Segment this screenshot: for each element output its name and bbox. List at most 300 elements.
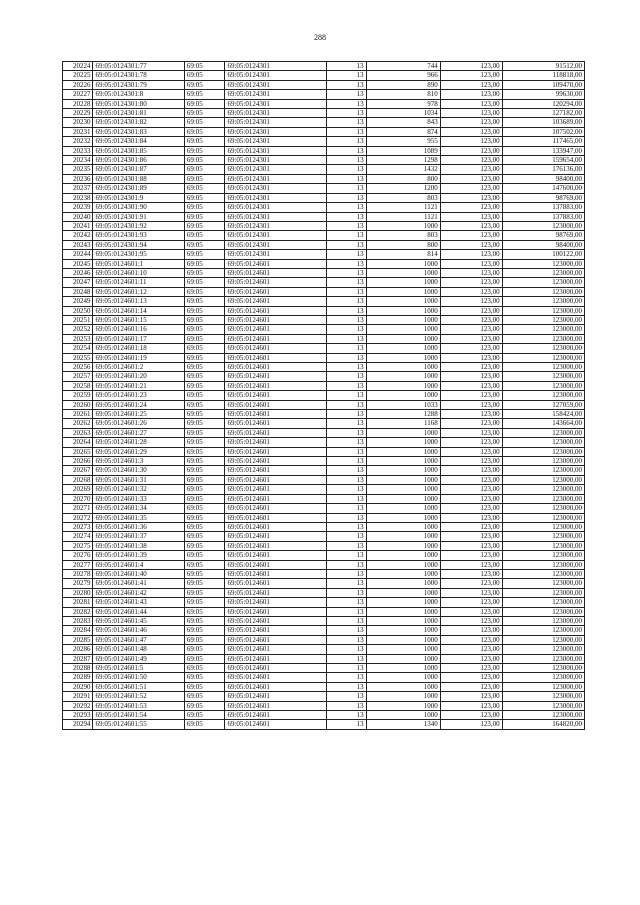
- area-cell: 810: [366, 90, 440, 99]
- cadastral-value-cell: 123000,00: [502, 428, 584, 437]
- cadastral-number-cell: 69:05:0124601:33: [93, 494, 184, 503]
- region-code-cell: 69:05: [184, 438, 225, 447]
- category-code-cell: 13: [327, 541, 367, 550]
- cadastral-number-cell: 69:05:0124301:94: [93, 240, 184, 249]
- row-number-cell: 20269: [63, 485, 93, 494]
- cadastral-block-cell: 69:05:0124601: [225, 325, 327, 334]
- cadastral-value-cell: 159654,00: [502, 156, 584, 165]
- rate-cell: 123,00: [440, 504, 502, 513]
- area-cell: 1033: [366, 400, 440, 409]
- row-number-cell: 20244: [63, 250, 93, 259]
- area-cell: 744: [366, 62, 440, 71]
- cadastral-number-cell: 69:05:0124601:29: [93, 447, 184, 456]
- cadastral-value-cell: 123000,00: [502, 466, 584, 475]
- category-code-cell: 13: [327, 231, 367, 240]
- row-number-cell: 20293: [63, 711, 93, 720]
- cadastral-number-cell: 69:05:0124301:87: [93, 165, 184, 174]
- cadastral-number-cell: 69:05:0124601:42: [93, 588, 184, 597]
- table-row: [63, 664, 585, 673]
- category-code-cell: 13: [327, 297, 367, 306]
- row-number-cell: 20281: [63, 598, 93, 607]
- area-cell: 966: [366, 71, 440, 80]
- row-number-cell: 20275: [63, 541, 93, 550]
- cadastral-block-cell: 69:05:0124601: [225, 588, 327, 597]
- region-code-cell: 69:05: [184, 494, 225, 503]
- row-number-cell: 20251: [63, 315, 93, 324]
- table-row: [63, 344, 585, 353]
- region-code-cell: 69:05: [184, 325, 225, 334]
- area-cell: 1000: [366, 504, 440, 513]
- cadastral-number-cell: 69:05:0124601:3: [93, 457, 184, 466]
- cadastral-block-cell: 69:05:0124601: [225, 438, 327, 447]
- rate-cell: 123,00: [440, 541, 502, 550]
- row-number-cell: 20263: [63, 428, 93, 437]
- area-cell: 1000: [366, 682, 440, 691]
- cadastral-value-cell: 123000,00: [502, 598, 584, 607]
- table-row: [63, 541, 585, 550]
- table-row: [63, 475, 585, 484]
- area-cell: 1000: [366, 306, 440, 315]
- cadastral-block-cell: 69:05:0124601: [225, 673, 327, 682]
- table-row: [63, 297, 585, 306]
- table-row: [63, 221, 585, 230]
- rate-cell: 123,00: [440, 428, 502, 437]
- cadastral-number-cell: 69:05:0124601:5: [93, 664, 184, 673]
- table-row: [63, 494, 585, 503]
- category-code-cell: 13: [327, 494, 367, 503]
- row-number-cell: 20287: [63, 654, 93, 663]
- table-row: [63, 231, 585, 240]
- cadastral-value-cell: 123000,00: [502, 673, 584, 682]
- row-number-cell: 20234: [63, 156, 93, 165]
- cadastral-value-cell: 164820,00: [502, 720, 584, 729]
- category-code-cell: 13: [327, 344, 367, 353]
- region-code-cell: 69:05: [184, 137, 225, 146]
- cadastral-block-cell: 69:05:0124601: [225, 664, 327, 673]
- region-code-cell: 69:05: [184, 221, 225, 230]
- table-row: [63, 532, 585, 541]
- area-cell: 1000: [366, 485, 440, 494]
- category-code-cell: 13: [327, 438, 367, 447]
- cadastral-block-cell: 69:05:0124601: [225, 522, 327, 531]
- rate-cell: 123,00: [440, 99, 502, 108]
- category-code-cell: 13: [327, 146, 367, 155]
- cadastral-value-cell: 123000,00: [502, 654, 584, 663]
- cadastral-block-cell: 69:05:0124301: [225, 156, 327, 165]
- cadastral-number-cell: 69:05:0124601:26: [93, 419, 184, 428]
- category-code-cell: 13: [327, 485, 367, 494]
- area-cell: 1000: [366, 607, 440, 616]
- region-code-cell: 69:05: [184, 156, 225, 165]
- table-row: [63, 90, 585, 99]
- area-cell: 874: [366, 127, 440, 136]
- region-code-cell: 69:05: [184, 297, 225, 306]
- category-code-cell: 13: [327, 62, 367, 71]
- cadastral-value-cell: 123000,00: [502, 221, 584, 230]
- row-number-cell: 20262: [63, 419, 93, 428]
- cadastral-block-cell: 69:05:0124601: [225, 334, 327, 343]
- row-number-cell: 20228: [63, 99, 93, 108]
- region-code-cell: 69:05: [184, 551, 225, 560]
- cadastral-number-cell: 69:05:0124301:8: [93, 90, 184, 99]
- cadastral-block-cell: 69:05:0124601: [225, 579, 327, 588]
- row-number-cell: 20294: [63, 720, 93, 729]
- row-number-cell: 20286: [63, 645, 93, 654]
- region-code-cell: 69:05: [184, 212, 225, 221]
- table-row: [63, 720, 585, 729]
- cadastral-value-cell: 123000,00: [502, 701, 584, 710]
- table-row: [63, 654, 585, 663]
- category-code-cell: 13: [327, 560, 367, 569]
- region-code-cell: 69:05: [184, 372, 225, 381]
- category-code-cell: 13: [327, 203, 367, 212]
- region-code-cell: 69:05: [184, 381, 225, 390]
- area-cell: 1000: [366, 541, 440, 550]
- table-row: [63, 673, 585, 682]
- region-code-cell: 69:05: [184, 184, 225, 193]
- table-row: [63, 504, 585, 513]
- category-code-cell: 13: [327, 616, 367, 625]
- cadastral-block-cell: 69:05:0124301: [225, 127, 327, 136]
- table-row: [63, 118, 585, 127]
- rate-cell: 123,00: [440, 231, 502, 240]
- rate-cell: 123,00: [440, 607, 502, 616]
- region-code-cell: 69:05: [184, 118, 225, 127]
- cadastral-value-cell: 120294,00: [502, 99, 584, 108]
- cadastral-block-cell: 69:05:0124601: [225, 447, 327, 456]
- rate-cell: 123,00: [440, 682, 502, 691]
- category-code-cell: 13: [327, 504, 367, 513]
- cadastral-number-cell: 69:05:0124301:80: [93, 99, 184, 108]
- cadastral-value-cell: 123000,00: [502, 353, 584, 362]
- cadastral-block-cell: 69:05:0124601: [225, 635, 327, 644]
- table-row: [63, 682, 585, 691]
- region-code-cell: 69:05: [184, 645, 225, 654]
- area-cell: 1000: [366, 513, 440, 522]
- cadastral-number-cell: 69:05:0124601:47: [93, 635, 184, 644]
- rate-cell: 123,00: [440, 513, 502, 522]
- table-row: [63, 692, 585, 701]
- rate-cell: 123,00: [440, 532, 502, 541]
- cadastral-block-cell: 69:05:0124301: [225, 80, 327, 89]
- cadastral-block-cell: 69:05:0124601: [225, 701, 327, 710]
- cadastral-block-cell: 69:05:0124301: [225, 62, 327, 71]
- table-row: [63, 109, 585, 118]
- table-row: [63, 438, 585, 447]
- row-number-cell: 20236: [63, 174, 93, 183]
- cadastral-value-cell: 123000,00: [502, 475, 584, 484]
- region-code-cell: 69:05: [184, 109, 225, 118]
- area-cell: 955: [366, 137, 440, 146]
- rate-cell: 123,00: [440, 551, 502, 560]
- region-code-cell: 69:05: [184, 353, 225, 362]
- region-code-cell: 69:05: [184, 513, 225, 522]
- rate-cell: 123,00: [440, 664, 502, 673]
- row-number-cell: 20225: [63, 71, 93, 80]
- cadastral-value-cell: 123000,00: [502, 569, 584, 578]
- area-cell: 1121: [366, 203, 440, 212]
- row-number-cell: 20245: [63, 259, 93, 268]
- cadastral-value-cell: 143664,00: [502, 419, 584, 428]
- region-code-cell: 69:05: [184, 90, 225, 99]
- table-row: [63, 259, 585, 268]
- cadastral-number-cell: 69:05:0124301:93: [93, 231, 184, 240]
- cadastral-value-cell: 123000,00: [502, 391, 584, 400]
- cadastral-block-cell: 69:05:0124601: [225, 457, 327, 466]
- category-code-cell: 13: [327, 90, 367, 99]
- cadastral-number-cell: 69:05:0124601:30: [93, 466, 184, 475]
- row-number-cell: 20273: [63, 522, 93, 531]
- row-number-cell: 20260: [63, 400, 93, 409]
- rate-cell: 123,00: [440, 579, 502, 588]
- cadastral-value-cell: 123000,00: [502, 485, 584, 494]
- cadastral-number-cell: 69:05:0124601:36: [93, 522, 184, 531]
- cadastral-value-cell: 123000,00: [502, 541, 584, 550]
- region-code-cell: 69:05: [184, 315, 225, 324]
- table-row: [63, 156, 585, 165]
- rate-cell: 123,00: [440, 62, 502, 71]
- cadastral-block-cell: 69:05:0124601: [225, 616, 327, 625]
- rate-cell: 123,00: [440, 118, 502, 127]
- table-row: [63, 240, 585, 249]
- cadastral-value-cell: 123000,00: [502, 522, 584, 531]
- cadastral-block-cell: 69:05:0124601: [225, 682, 327, 691]
- rate-cell: 123,00: [440, 494, 502, 503]
- cadastral-number-cell: 69:05:0124301:90: [93, 203, 184, 212]
- category-code-cell: 13: [327, 118, 367, 127]
- category-code-cell: 13: [327, 259, 367, 268]
- cadastral-value-cell: 123000,00: [502, 494, 584, 503]
- cadastral-number-cell: 69:05:0124601:12: [93, 287, 184, 296]
- area-cell: 1000: [366, 579, 440, 588]
- rate-cell: 123,00: [440, 400, 502, 409]
- region-code-cell: 69:05: [184, 174, 225, 183]
- category-code-cell: 13: [327, 626, 367, 635]
- row-number-cell: 20280: [63, 588, 93, 597]
- rate-cell: 123,00: [440, 90, 502, 99]
- table-row: [63, 569, 585, 578]
- cadastral-number-cell: 69:05:0124601:21: [93, 381, 184, 390]
- category-code-cell: 13: [327, 306, 367, 315]
- cadastral-block-cell: 69:05:0124301: [225, 174, 327, 183]
- area-cell: 843: [366, 118, 440, 127]
- table-row: [63, 250, 585, 259]
- cadastral-number-cell: 69:05:0124601:24: [93, 400, 184, 409]
- cadastral-number-cell: 69:05:0124601:23: [93, 391, 184, 400]
- cadastral-value-cell: 123000,00: [502, 560, 584, 569]
- cadastral-number-cell: 69:05:0124601:13: [93, 297, 184, 306]
- cadastral-block-cell: 69:05:0124601: [225, 259, 327, 268]
- rate-cell: 123,00: [440, 381, 502, 390]
- cadastral-number-cell: 69:05:0124601:45: [93, 616, 184, 625]
- area-cell: 1000: [366, 457, 440, 466]
- region-code-cell: 69:05: [184, 569, 225, 578]
- region-code-cell: 69:05: [184, 682, 225, 691]
- rate-cell: 123,00: [440, 598, 502, 607]
- cadastral-value-cell: 107502,00: [502, 127, 584, 136]
- cadastral-block-cell: 69:05:0124601: [225, 344, 327, 353]
- area-cell: 1000: [366, 598, 440, 607]
- area-cell: 1000: [366, 268, 440, 277]
- cadastral-value-cell: 123000,00: [502, 334, 584, 343]
- region-code-cell: 69:05: [184, 466, 225, 475]
- table-row: [63, 381, 585, 390]
- cadastral-block-cell: 69:05:0124601: [225, 645, 327, 654]
- table-row: [63, 193, 585, 202]
- row-number-cell: 20292: [63, 701, 93, 710]
- area-cell: 978: [366, 99, 440, 108]
- area-cell: 1000: [366, 654, 440, 663]
- row-number-cell: 20270: [63, 494, 93, 503]
- rate-cell: 123,00: [440, 588, 502, 597]
- area-cell: 803: [366, 193, 440, 202]
- table-row: [63, 701, 585, 710]
- region-code-cell: 69:05: [184, 306, 225, 315]
- row-number-cell: 20227: [63, 90, 93, 99]
- row-number-cell: 20268: [63, 475, 93, 484]
- row-number-cell: 20243: [63, 240, 93, 249]
- rate-cell: 123,00: [440, 522, 502, 531]
- cadastral-value-cell: 123000,00: [502, 626, 584, 635]
- rate-cell: 123,00: [440, 475, 502, 484]
- area-cell: 1000: [366, 297, 440, 306]
- table-row: [63, 588, 585, 597]
- cadastral-value-cell: 123000,00: [502, 635, 584, 644]
- table-row: [63, 62, 585, 71]
- cadastral-block-cell: 69:05:0124301: [225, 193, 327, 202]
- cadastral-block-cell: 69:05:0124301: [225, 240, 327, 249]
- cadastral-block-cell: 69:05:0124601: [225, 278, 327, 287]
- cadastral-number-cell: 69:05:0124601:49: [93, 654, 184, 663]
- cadastral-number-cell: 69:05:0124301:89: [93, 184, 184, 193]
- region-code-cell: 69:05: [184, 607, 225, 616]
- region-code-cell: 69:05: [184, 410, 225, 419]
- cadastral-number-cell: 69:05:0124601:40: [93, 569, 184, 578]
- rate-cell: 123,00: [440, 250, 502, 259]
- region-code-cell: 69:05: [184, 475, 225, 484]
- rate-cell: 123,00: [440, 193, 502, 202]
- cadastral-value-cell: 123000,00: [502, 315, 584, 324]
- rate-cell: 123,00: [440, 447, 502, 456]
- row-number-cell: 20241: [63, 221, 93, 230]
- category-code-cell: 13: [327, 551, 367, 560]
- rate-cell: 123,00: [440, 259, 502, 268]
- table-row: [63, 579, 585, 588]
- area-cell: 814: [366, 250, 440, 259]
- rate-cell: 123,00: [440, 353, 502, 362]
- region-code-cell: 69:05: [184, 626, 225, 635]
- area-cell: 1000: [366, 353, 440, 362]
- category-code-cell: 13: [327, 127, 367, 136]
- cadastral-value-cell: 158424,00: [502, 410, 584, 419]
- rate-cell: 123,00: [440, 485, 502, 494]
- category-code-cell: 13: [327, 363, 367, 372]
- cadastral-number-cell: 69:05:0124301:78: [93, 71, 184, 80]
- row-number-cell: 20224: [63, 62, 93, 71]
- cadastral-block-cell: 69:05:0124601: [225, 560, 327, 569]
- rate-cell: 123,00: [440, 334, 502, 343]
- cadastral-number-cell: 69:05:0124601:17: [93, 334, 184, 343]
- category-code-cell: 13: [327, 419, 367, 428]
- cadastral-value-cell: 123000,00: [502, 588, 584, 597]
- table-row: [63, 137, 585, 146]
- cadastral-block-cell: 69:05:0124301: [225, 137, 327, 146]
- row-number-cell: 20272: [63, 513, 93, 522]
- category-code-cell: 13: [327, 522, 367, 531]
- cadastral-block-cell: 69:05:0124601: [225, 410, 327, 419]
- area-cell: 1000: [366, 569, 440, 578]
- rate-cell: 123,00: [440, 372, 502, 381]
- cadastral-number-cell: 69:05:0124301:85: [93, 146, 184, 155]
- cadastral-value-cell: 123000,00: [502, 513, 584, 522]
- area-cell: 1340: [366, 720, 440, 729]
- category-code-cell: 13: [327, 353, 367, 362]
- cadastral-number-cell: 69:05:0124601:14: [93, 306, 184, 315]
- area-cell: 1000: [366, 588, 440, 597]
- cadastral-value-cell: 123000,00: [502, 447, 584, 456]
- cadastral-value-cell: 117465,00: [502, 137, 584, 146]
- table-row: [63, 287, 585, 296]
- row-number-cell: 20248: [63, 287, 93, 296]
- cadastral-block-cell: 69:05:0124301: [225, 146, 327, 155]
- rate-cell: 123,00: [440, 344, 502, 353]
- category-code-cell: 13: [327, 598, 367, 607]
- region-code-cell: 69:05: [184, 80, 225, 89]
- table-row: [63, 513, 585, 522]
- row-number-cell: 20235: [63, 165, 93, 174]
- table-row: [63, 560, 585, 569]
- cadastral-number-cell: 69:05:0124601:38: [93, 541, 184, 550]
- cadastral-block-cell: 69:05:0124601: [225, 475, 327, 484]
- region-code-cell: 69:05: [184, 616, 225, 625]
- cadastral-value-cell: 98400,00: [502, 174, 584, 183]
- cadastral-number-cell: 69:05:0124601:43: [93, 598, 184, 607]
- cadastral-number-cell: 69:05:0124601:28: [93, 438, 184, 447]
- cadastral-block-cell: 69:05:0124301: [225, 184, 327, 193]
- row-number-cell: 20249: [63, 297, 93, 306]
- cadastral-block-cell: 69:05:0124301: [225, 212, 327, 221]
- cadastral-number-cell: 69:05:0124601:2: [93, 363, 184, 372]
- cadastral-block-cell: 69:05:0124601: [225, 428, 327, 437]
- region-code-cell: 69:05: [184, 692, 225, 701]
- cadastral-value-cell: 123000,00: [502, 645, 584, 654]
- cadastral-block-cell: 69:05:0124601: [225, 485, 327, 494]
- cadastral-value-cell: 103689,00: [502, 118, 584, 127]
- row-number-cell: 20277: [63, 560, 93, 569]
- table-row: [63, 212, 585, 221]
- rate-cell: 123,00: [440, 165, 502, 174]
- area-cell: 1000: [366, 278, 440, 287]
- area-cell: 890: [366, 80, 440, 89]
- area-cell: 1000: [366, 391, 440, 400]
- cadastral-value-cell: 123000,00: [502, 268, 584, 277]
- cadastral-number-cell: 69:05:0124601:41: [93, 579, 184, 588]
- cadastral-value-cell: 123000,00: [502, 551, 584, 560]
- category-code-cell: 13: [327, 701, 367, 710]
- row-number-cell: 20240: [63, 212, 93, 221]
- area-cell: 1000: [366, 494, 440, 503]
- rate-cell: 123,00: [440, 701, 502, 710]
- cadastral-number-cell: 69:05:0124601:11: [93, 278, 184, 287]
- area-cell: 1000: [366, 626, 440, 635]
- rate-cell: 123,00: [440, 146, 502, 155]
- rate-cell: 123,00: [440, 80, 502, 89]
- row-number-cell: 20258: [63, 381, 93, 390]
- row-number-cell: 20226: [63, 80, 93, 89]
- row-number-cell: 20285: [63, 635, 93, 644]
- category-code-cell: 13: [327, 315, 367, 324]
- table-row: [63, 363, 585, 372]
